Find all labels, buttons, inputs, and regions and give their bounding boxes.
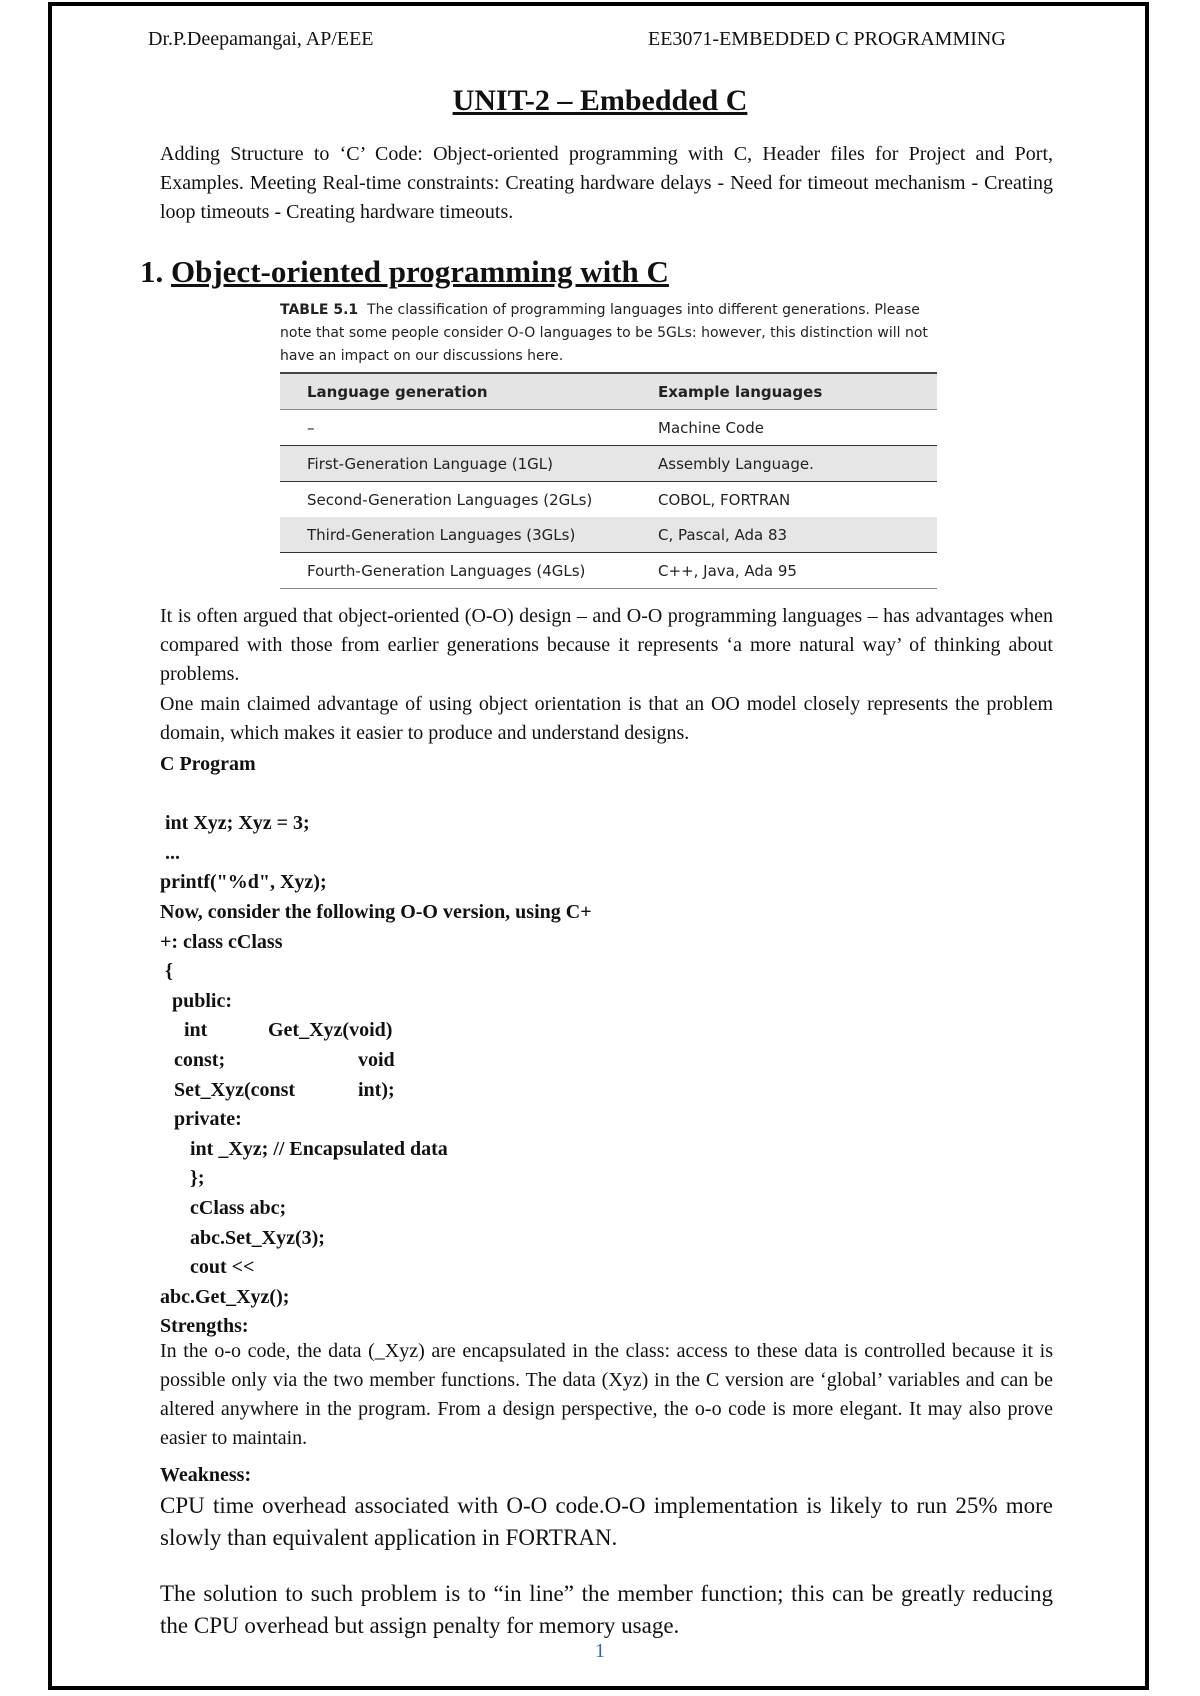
table-row	[280, 553, 937, 589]
code-line	[160, 809, 1060, 839]
code-line	[160, 898, 1060, 928]
code-line	[160, 1105, 1060, 1135]
code-text: cout <<	[190, 1256, 255, 1279]
code-text: {	[165, 960, 173, 983]
code-heading-text: C Program	[160, 753, 256, 775]
table-row	[280, 482, 937, 518]
code-text: const;	[174, 1048, 226, 1071]
code-text: int Xyz; Xyz = 3;	[165, 812, 310, 835]
table-cell: –	[307, 418, 315, 437]
code-line	[160, 1076, 1060, 1106]
code-line	[160, 1283, 1060, 1313]
code-text: abc.Set_Xyz(3);	[190, 1226, 325, 1249]
table-row	[280, 410, 937, 446]
code-text: Get_Xyz(void)	[268, 1019, 393, 1042]
code-text: +: class cClass	[160, 930, 283, 953]
code-text: };	[190, 1167, 205, 1190]
code-line	[160, 1016, 1060, 1046]
code-line	[160, 1135, 1060, 1165]
code-line	[160, 839, 1060, 869]
code-block	[160, 750, 1060, 1342]
body-paragraph-1: It is often argued that object-oriented (O-O) design – and O-O programming languages – has advantages when compared with those from earlier generations because it represents ‘a more natural way’ of thinking about problems.	[160, 605, 1053, 685]
section-heading	[140, 254, 669, 290]
table-caption-text: The classification of programming languages into different generations. Please note that some people consider O-O languages to be 5GLs: however, this distinction will not have an impact on our discussions here.	[280, 302, 928, 364]
unit-title: UNIT-2 – Embedded C	[452, 84, 748, 117]
code-blank-line	[160, 780, 1060, 810]
code-line	[160, 1194, 1060, 1224]
header-course: EE3071-EMBEDDED C PROGRAMMING	[648, 28, 1006, 50]
table-cell: Fourth-Generation Languages (4GLs)	[280, 553, 631, 589]
weakness-paragraph: CPU time overhead associated with O-O code.O-O implementation is likely to run 25% more slowly than equivalent application in FORTRAN.	[160, 1493, 1053, 1550]
code-text: int _Xyz; // Encapsulated data	[190, 1137, 448, 1160]
table-cell: Machine Code	[658, 418, 764, 437]
table-figure	[280, 299, 937, 580]
table-header-cell: Example languages	[631, 373, 937, 410]
code-text: Set_Xyz(const	[174, 1078, 296, 1101]
body-paragraph-2: One main claimed advantage of using object orientation is that an OO model closely represents the problem domain, which makes it easier to produce and understand designs.	[160, 693, 1053, 744]
code-heading	[160, 750, 1060, 780]
table-cell: C++, Java, Ada 95	[631, 553, 937, 589]
table-cell: Assembly Language.	[631, 446, 937, 482]
code-text: Now, consider the following O-O version, using C+	[160, 900, 592, 923]
table-header-cell: Language generation	[280, 373, 631, 410]
code-line	[160, 1046, 1060, 1076]
table-cell: C, Pascal, Ada 83	[631, 517, 937, 553]
table-cell: Second-Generation Languages (2GLs)	[280, 482, 631, 518]
code-text: private:	[174, 1108, 242, 1131]
strengths-label: Strengths:	[160, 1315, 249, 1338]
code-text: int	[184, 1019, 208, 1042]
table-caption-label: TABLE 5.1	[280, 302, 359, 318]
table-caption	[280, 299, 937, 368]
section-number: 1.	[140, 254, 164, 289]
code-text: public:	[172, 989, 233, 1012]
strengths-paragraph: In the o-o code, the data (_Xyz) are encapsulated in the class: access to these data is controlled because it is possible only via the two member functions. The data (Xyz) in the C version are ‘global’ variables and can be altered anywhere in the program. From a design perspective, the o-o code is more elegant. It may also prove easier to maintain.	[160, 1340, 1053, 1449]
section-title: Object-oriented programming with C	[171, 254, 669, 289]
code-text: int);	[358, 1078, 395, 1101]
code-text: void	[358, 1048, 395, 1071]
table-row	[280, 446, 937, 482]
code-text: ...	[165, 841, 180, 864]
code-line	[160, 1164, 1060, 1194]
table-row	[280, 517, 937, 553]
code-text: abc.Get_Xyz();	[160, 1285, 290, 1308]
code-line	[160, 987, 1060, 1017]
header-author: Dr.P.Deepamangai, AP/EEE	[148, 28, 374, 50]
table-header-row	[280, 373, 937, 410]
page-number: 1	[595, 1640, 605, 1662]
solution-paragraph: The solution to such problem is to “in line” the member function; this can be greatly reducing the CPU overhead but assign penalty for memory usage.	[160, 1581, 1053, 1638]
code-line	[160, 1224, 1060, 1254]
table-cell: First-Generation Language (1GL)	[280, 446, 631, 482]
code-line	[160, 957, 1060, 987]
code-line	[160, 868, 1060, 898]
unit-intro-paragraph: Adding Structure to ‘C’ Code: Object-oriented programming with C, Header files for Project and Port, Examples. Meeting Real-time constraints: Creating hardware delays - Need for timeout mechanism - Creating loop timeouts - Creating hardware timeouts.	[160, 143, 1053, 223]
code-text: printf("%d", Xyz);	[160, 871, 327, 894]
code-text: cClass abc;	[190, 1196, 287, 1219]
table-cell: COBOL, FORTRAN	[631, 482, 937, 518]
code-line	[160, 1253, 1060, 1283]
code-line	[160, 928, 1060, 958]
language-generation-table	[280, 372, 937, 589]
table-cell: Third-Generation Languages (3GLs)	[280, 517, 631, 553]
weakness-label: Weakness:	[160, 1464, 252, 1486]
